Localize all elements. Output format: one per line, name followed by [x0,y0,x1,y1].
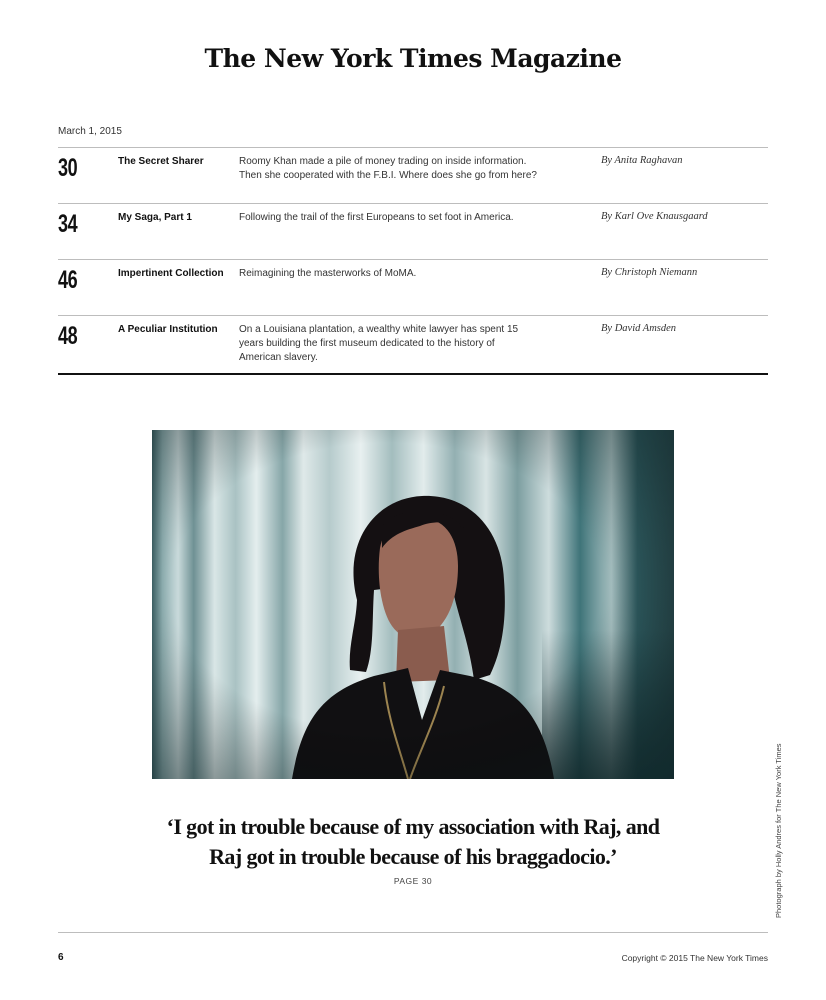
pull-quote-page-ref[interactable]: PAGE 30 [393,876,433,886]
pull-quote: ‘I got in trouble because of my association with Raj, and Raj got in trouble because of his braggadocio.’ [166,814,660,869]
issue-date: March 1, 2015 [58,126,122,137]
toc-page-number: 30 [58,154,78,182]
toc-description: Roomy Khan made a pile of money trading on inside information. Then she cooperated with the F.B.I. Where does she go from here? [239,156,537,181]
photo-credit: Photograph by Holly Andres for The New York Times [774,743,783,918]
masthead-logo: The New York Times Magazine [204,44,622,73]
toc-author: By Karl Ove Knausgaard [601,211,708,222]
toc-title[interactable]: The Secret Sharer [118,156,204,167]
portrait-photo [152,430,674,779]
toc-entry[interactable] [58,316,768,375]
toc-description: Following the trail of the first Europeans to set foot in America. [239,212,514,223]
toc-description: On a Louisiana plantation, a wealthy white lawyer has spent 15 years building the first museum dedicated to the history of American slavery. [239,324,519,363]
toc-entry[interactable] [58,204,768,260]
toc-entry[interactable] [58,148,768,204]
toc-title[interactable]: Impertinent Collection [118,268,224,279]
toc-page-number: 34 [58,210,78,238]
toc-description: Reimagining the masterworks of MoMA. [239,268,417,279]
toc-entry[interactable] [58,260,768,316]
page-number: 6 [58,952,64,963]
table-of-contents [58,147,768,375]
toc-author: By David Amsden [601,323,677,334]
toc-title[interactable]: My Saga, Part 1 [118,212,192,223]
toc-page-number: 48 [58,322,78,350]
toc-page-number: 46 [58,266,78,294]
copyright-notice: Copyright © 2015 The New York Times [621,953,768,963]
footer-divider [58,932,768,933]
toc-author: By Anita Raghavan [601,155,683,166]
toc-title[interactable]: A Peculiar Institution [118,324,218,335]
toc-author: By Christoph Niemann [601,267,698,278]
